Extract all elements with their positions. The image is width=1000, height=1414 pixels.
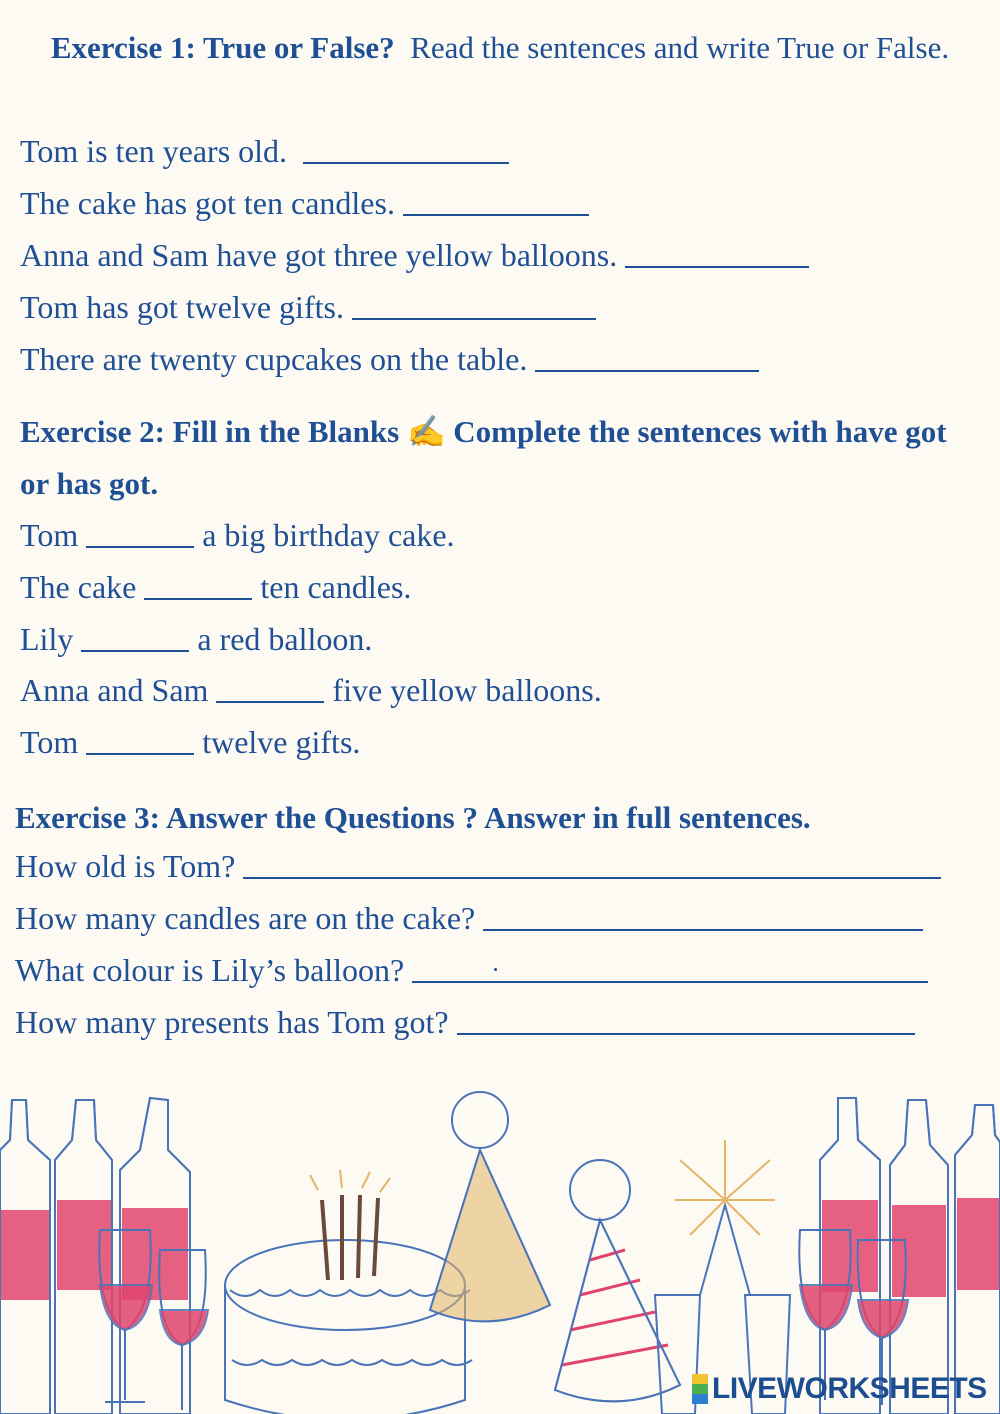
ex1-item: There are twenty cupcakes on the table. — [20, 339, 759, 379]
ex3-question: What colour is Lily’s balloon? — [15, 950, 928, 990]
ex1-item: Anna and Sam have got three yellow balloons. — [20, 235, 809, 275]
ex2-item: Tom twelve gifts. — [20, 724, 361, 760]
answer-blank[interactable] — [352, 292, 596, 320]
exercise-1-title — [20, 22, 980, 74]
bottle-icon — [55, 1100, 112, 1414]
logo-text: LIVEWORKSHEETS — [712, 1372, 987, 1405]
answer-blank[interactable] — [403, 188, 589, 216]
bottle-icon — [120, 1098, 190, 1414]
ex2-item: Tom a big birthday cake. — [20, 517, 455, 553]
exercise-1-instruction: Read the sentences and write True or False. — [410, 30, 950, 65]
ex1-item: The cake has got ten candles. — [20, 183, 589, 223]
answer-line[interactable] — [483, 903, 923, 931]
bottle-icon — [0, 1100, 50, 1414]
exercise-1-heading: Exercise 1: True or False? — [50, 30, 395, 65]
ex2-item: The cake ten candles. — [20, 569, 412, 605]
answer-line[interactable] — [243, 851, 941, 879]
answer-line[interactable] — [412, 955, 928, 983]
fill-blank[interactable] — [81, 624, 189, 652]
exercise-2-title: Exercise 2: Fill in the Blanks ✍ Complete the sentences with have got or has got. — [20, 414, 947, 501]
answer-blank[interactable] — [625, 240, 809, 268]
party-illustration — [0, 1080, 1000, 1414]
logo-badge-icon — [692, 1374, 708, 1404]
party-hat-icon — [555, 1160, 680, 1401]
ex1-item: Tom is ten years old. — [20, 131, 509, 171]
answer-blank[interactable] — [303, 136, 509, 164]
ex3-question: How many presents has Tom got? — [15, 1002, 915, 1042]
ex2-item: Anna and Sam five yellow balloons. — [20, 672, 602, 708]
bottle-icon — [955, 1105, 1000, 1414]
ex2-item: Lily a red balloon. — [20, 621, 373, 657]
fill-blank[interactable] — [86, 520, 194, 548]
fill-blank[interactable] — [216, 675, 324, 703]
ex3-question: How many candles are on the cake? — [15, 898, 923, 938]
stray-dot — [494, 968, 497, 971]
party-hat-icon — [430, 1092, 550, 1321]
ex3-question: How old is Tom? — [15, 846, 941, 886]
liveworksheets-logo — [692, 1372, 987, 1406]
answer-blank[interactable] — [535, 344, 759, 372]
fill-blank[interactable] — [144, 572, 252, 600]
exercise-3-title: Exercise 3: Answer the Questions ? Answer in full sentences. — [15, 800, 811, 835]
answer-line[interactable] — [457, 1007, 915, 1035]
ex1-item: Tom has got twelve gifts. — [20, 287, 596, 327]
bottle-icon — [890, 1100, 948, 1414]
fill-blank[interactable] — [86, 727, 194, 755]
